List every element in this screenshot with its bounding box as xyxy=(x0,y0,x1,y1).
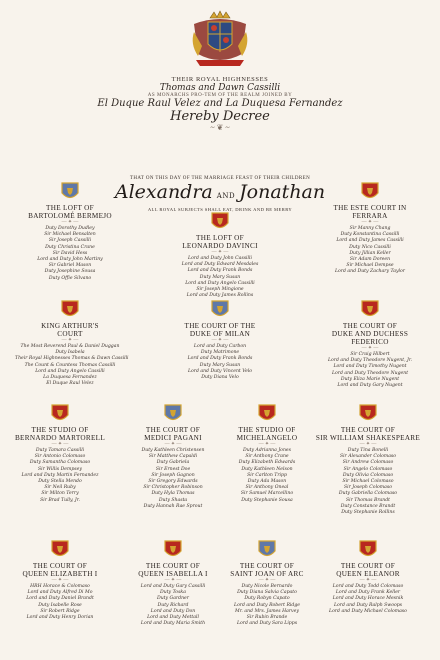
guest-name: Sir Neil Ruby xyxy=(44,485,76,491)
guest-name: Duty Tamara Cassilli xyxy=(35,448,85,453)
guest-name: Duty Jillian Keller xyxy=(349,250,391,256)
guest-name: Duty Hannah Rae Sprout xyxy=(143,503,203,509)
guest-name: Duty Gabriela xyxy=(156,460,190,466)
ornament-divider: — ✦ — xyxy=(164,442,182,447)
guest-name: Lord and Duty Sara Lipps xyxy=(236,621,298,627)
guest-name: Sir Joseph Gagnon xyxy=(151,472,195,478)
table-card xyxy=(212,404,322,504)
heraldic-shield-icon xyxy=(164,540,182,560)
guest-name: Sir Thomas Brandt xyxy=(345,497,391,503)
table-name-line: THE ESTE COURT IN xyxy=(333,204,407,212)
guest-name: Lord and Duty Alfred Di Mo xyxy=(27,590,93,596)
guest-name: Sir Matthew Capaldi xyxy=(148,454,198,460)
guest-name: Lord and Duty Gary Cassilli xyxy=(140,584,206,589)
guest-name: Duty Adrianna Jones xyxy=(243,448,291,453)
table-card xyxy=(165,212,275,299)
ornament-divider: — ✦ — xyxy=(211,338,229,343)
table-name-line: THE LOFT OF xyxy=(196,234,244,242)
guest-name: Duty Christina Crane xyxy=(45,244,95,250)
guest-name: Sir Anthony Crane xyxy=(245,454,289,460)
table-name-line: THE COURT OF xyxy=(342,322,398,330)
heraldic-shield-icon xyxy=(361,300,379,320)
table-name-line: THE STUDIO OF xyxy=(31,426,89,434)
header-line-2: AS MONARCHS PRO-TEM OF THE REALM JOINED BY xyxy=(147,93,293,98)
table-name-line: COURT xyxy=(57,330,83,338)
table-name-line: THE COURT OF xyxy=(340,426,396,434)
ornament-divider: — ✦ — xyxy=(61,220,79,225)
guest-name: Their Royal Highnesses Thomas & Dawn Cassilli xyxy=(15,356,129,362)
table-card xyxy=(315,182,425,276)
guest-name: Lord and Duty Frank Bonds xyxy=(187,268,253,274)
ornament-divider: — ✦ — xyxy=(361,346,379,351)
guest-name: Sir Joseph Colomaso xyxy=(343,485,393,491)
guest-name: Duty Shasta xyxy=(158,497,188,503)
guest-name: Lord and Duty Ralph Swoops xyxy=(333,602,403,608)
heraldic-shield-icon xyxy=(359,540,377,560)
couple-outro: ALL ROYAL SUBJECTS SHALL EAT, DRINK AND BE MERRY xyxy=(147,207,293,212)
table-name-line: BARTOLOMÉ BERMEJO xyxy=(28,212,112,220)
guest-name: Duty Eliza Marie Nugent xyxy=(340,376,400,382)
ornament-divider: — ✦ — xyxy=(211,250,229,255)
guest-name: Duty Diana Salvia Capato xyxy=(237,590,297,596)
guest-name: Duty Gardner xyxy=(157,596,189,602)
table-card xyxy=(313,404,423,516)
guest-name: Duty Dorothy Dudley xyxy=(45,226,95,231)
guest-name: Lord and Duty Angelo Cassilli xyxy=(35,368,105,374)
table-card xyxy=(212,540,322,627)
ornament-divider: — ✦ — xyxy=(51,578,69,583)
guest-name: Duty Olivia Colomaso xyxy=(342,472,394,478)
guest-name: Sir Robert Ridge xyxy=(40,608,80,614)
guest-name: Duty Matrimone xyxy=(200,350,240,356)
ornament-divider: — ✦ — xyxy=(164,578,182,583)
guest-name: Sir Michael Bensalten xyxy=(44,232,96,238)
table-name-line: THE COURT OF xyxy=(239,562,295,570)
table-name-line: QUEEN ELIZABETH I xyxy=(22,570,98,578)
guest-name: Sir Anthony Oneal xyxy=(245,485,289,491)
table-name-line: THE COURT OF xyxy=(340,562,396,570)
table-name-line: KING ARTHUR'S xyxy=(41,322,99,330)
guest-name: Sir Manny Chang xyxy=(349,226,391,231)
guest-name: Duty Gabriella Colomaso xyxy=(338,491,398,497)
table-name-line: FERRARA xyxy=(352,212,388,220)
heraldic-shield-icon xyxy=(61,182,79,202)
ornament-divider: — ✦ — xyxy=(258,578,276,583)
heraldic-shield-icon xyxy=(164,404,182,424)
guest-name: Duty Isabela xyxy=(55,350,85,356)
guest-name: Lord and Duty Don xyxy=(150,608,196,614)
table-name-line: THE COURT OF THE xyxy=(184,322,256,330)
royal-crest-emblem xyxy=(186,10,254,70)
guest-name: La Duquesa Fernandez xyxy=(43,375,97,381)
guest-name: Sir Michael Colomaso xyxy=(342,479,394,485)
table-name-line: THE LOFT OF xyxy=(46,204,94,212)
bride-name: Alexandra xyxy=(114,181,213,203)
guest-name: Lord and Duty Daniel Brandt xyxy=(26,596,94,602)
table-name-line: BERNARDO MARTORELL xyxy=(14,434,106,442)
guest-name: Lord and Duty John Cassilli xyxy=(188,256,252,261)
guest-name: Sir Gabriel Mason xyxy=(48,263,92,269)
table-name-line: THE COURT OF xyxy=(32,562,88,570)
guest-name: Duty Stephanie Sousa xyxy=(241,497,293,503)
guest-name: Sir Willis Dempsey xyxy=(38,466,82,472)
heraldic-shield-icon xyxy=(258,540,276,560)
guest-name: Duty Josephine Sousa xyxy=(44,269,96,275)
table-name-line: QUEEN ISABELLA I xyxy=(138,570,208,578)
guest-name: Lord and Duty Mettall xyxy=(147,615,199,621)
guest-name: Duty Kathleen Nelson xyxy=(241,466,293,472)
guest-name: Duty Mary Susan xyxy=(199,362,241,368)
guest-name: Duty Tina Bonelli xyxy=(347,448,389,453)
couple-intro: THAT ON THIS DAY OF THE MARRIAGE FEAST OF THEIR CHILDREN xyxy=(129,176,311,181)
ornament-divider: — ✦ — xyxy=(258,442,276,447)
guest-name: Sir Adam Doreen xyxy=(349,257,391,263)
table-name-line: DUKE AND DUCHESS FEDERICO xyxy=(331,330,409,346)
table-card xyxy=(5,404,115,504)
ornament-divider: — ✦ — xyxy=(359,442,377,447)
ornament-divider: — ✦ — xyxy=(61,338,79,343)
heraldic-shield-icon xyxy=(211,212,229,232)
guest-name: Lord and Duty Frank Bonds xyxy=(187,356,253,362)
heraldic-shield-icon xyxy=(51,540,69,560)
table-name-line: DUKE OF MILAN xyxy=(189,330,251,338)
guest-name: Mr. and Mrs. James Harvey xyxy=(235,608,299,614)
heraldic-shield-icon xyxy=(361,182,379,202)
table-name-line: LEONARDO DAVINCI xyxy=(182,242,258,250)
guest-name: Duty Diana Velo xyxy=(201,375,239,381)
guest-name: Duty Elizabeth Edwards xyxy=(238,460,296,466)
guest-name: Sir Milton Terry xyxy=(41,491,79,497)
guest-name: Duty Stella Mendo xyxy=(38,479,82,485)
guest-name: Lord and Duty Angelo Cassilli xyxy=(185,280,255,286)
guest-name: Lord and Duty James Cassilli xyxy=(336,238,404,244)
guest-name: Duty Mary Susan xyxy=(199,274,241,280)
guest-name: Lord and Duty Martin Fernandez xyxy=(21,472,99,478)
guest-name: Sir Carlton Tripp xyxy=(247,472,287,478)
table-card xyxy=(15,182,125,282)
guest-name: Lord and Duty James Rollins xyxy=(186,293,254,299)
guest-name: Lord and Duty Gary Nugent xyxy=(337,383,403,389)
decree-header xyxy=(0,76,440,132)
guest-name: Lord and Duty Robert Ridge xyxy=(234,602,300,608)
table-name-line: THE STUDIO OF xyxy=(238,426,296,434)
guest-name: Sir Michael Dempse xyxy=(346,263,394,269)
guest-name: Sir Alexander Colomaso xyxy=(339,454,397,460)
guest-name: Duty Konstantina Cassilli xyxy=(340,232,400,238)
co-host-names: El Duque Raul Velez and La Duquesa Fernandez xyxy=(97,98,343,109)
table-name-line: MEDICI PAGANI xyxy=(144,434,202,442)
table-card xyxy=(5,540,115,621)
guest-name: Sir Christopher Robinson xyxy=(143,485,203,491)
table-card xyxy=(315,300,425,389)
guest-name: Sir David Hess xyxy=(52,250,88,256)
table-name-line: SIR WILLIAM SHAKESPEARE xyxy=(315,434,421,442)
guest-name: Duty Robyn Capato xyxy=(244,596,290,602)
heraldic-shield-icon xyxy=(51,404,69,424)
heraldic-shield-icon xyxy=(359,404,377,424)
guest-name: Duty Hyla Thomas xyxy=(151,491,195,497)
guest-name: Lord and Duty Michael Colomaso xyxy=(329,608,407,614)
guest-name: Duty Constance Brandt xyxy=(340,503,396,509)
guest-name: Lord and Duty Theodore Nugent, Jr. xyxy=(328,358,412,364)
guest-name: Sir Gregory Edwards xyxy=(148,479,198,485)
guest-name: Sir Angelo Colomaso xyxy=(343,466,393,472)
ornament-divider: — ✦ — xyxy=(359,578,377,583)
heraldic-shield-icon xyxy=(258,404,276,424)
ornament-divider: — ✦ — xyxy=(51,442,69,447)
table-name-line: QUEEN ELEANOR xyxy=(336,570,400,578)
guest-name: HRH Horace & Colomaso xyxy=(30,584,90,589)
guest-name: Lord and Duty Horace Mesnik xyxy=(332,596,404,602)
guest-name: Duty Isabelle Rose xyxy=(38,602,82,608)
guest-name: Duty Richard xyxy=(157,602,189,608)
header-line-1: THEIR ROYAL HIGHNESSES xyxy=(171,76,269,83)
guest-name: Lord and Duty Zachary Taylor xyxy=(335,269,405,275)
groom-name: Jonathan xyxy=(239,181,326,203)
guest-name: Lord and Duty Maria Smith xyxy=(140,621,206,627)
guest-name: Lord and Duty Henry Dorian xyxy=(26,615,94,621)
guest-name: Duty Toska xyxy=(160,590,186,596)
guest-name: Lord and Duty Edward Mesdales xyxy=(181,262,259,268)
guest-name: Sir Brad Tully, Jr. xyxy=(40,497,80,503)
guest-name: Sir Antonio Colomaso xyxy=(34,454,86,460)
guest-name: Lord and Duty John Martiny xyxy=(37,257,103,263)
guest-name: Sir Andrew Colomaso xyxy=(342,460,394,466)
couple-and: AND xyxy=(216,192,236,200)
guest-name: Lord and Duty Frank Keller xyxy=(335,590,401,596)
guest-name: Lord and Duty Carbon xyxy=(193,344,247,349)
guest-name: Sir Craig Hilbert xyxy=(350,352,390,357)
host-names: Thomas and Dawn Cassilli xyxy=(159,83,281,93)
heraldic-shield-icon xyxy=(211,300,229,320)
guest-name: Sir Joseph Cassilli xyxy=(48,238,92,244)
table-card xyxy=(15,300,129,387)
guest-name: Duty Nicole Bernardo xyxy=(241,584,293,589)
table-card xyxy=(165,300,275,381)
guest-name: Lord and Duty Theodore Nugent xyxy=(331,370,409,376)
guest-name: Lord and Duty Timothy Nugent xyxy=(333,364,407,370)
guest-name: Duty Offie Silvano xyxy=(48,275,92,281)
table-name-line: THE COURT OF xyxy=(145,426,201,434)
guest-name: Duty Nico Cassilli xyxy=(349,244,391,250)
guest-name: Duty Stephanie Rollins xyxy=(341,510,395,516)
guest-name: Lord and Duty Todd Colomaso xyxy=(332,584,404,589)
guest-name: Sir Joseph Mingione xyxy=(196,287,244,293)
table-name-line: MICHELANGELO xyxy=(236,434,298,442)
table-name-line: THE COURT OF xyxy=(145,562,201,570)
guest-name: Duty Ada Mason xyxy=(247,479,287,485)
guest-name: The Count & Countess Thomas Cassilli xyxy=(24,362,116,368)
guest-name: El Duque Raul Velez xyxy=(46,381,94,387)
flourish-ornament: ~ ❦ ~ xyxy=(210,123,230,132)
table-card xyxy=(313,540,423,615)
decree-title: Hereby Decree xyxy=(170,109,270,124)
guest-name: Duty Samantha Colomaso xyxy=(29,460,91,466)
heraldic-shield-icon xyxy=(61,300,79,320)
guest-name: Duty Kathleen Christensen xyxy=(141,448,205,453)
guest-name: Sir Ernest Doe xyxy=(155,466,191,472)
table-name-line: SAINT JOAN OF ARC xyxy=(230,570,304,578)
ornament-divider: — ✦ — xyxy=(361,220,379,225)
guest-name: Sir Samuel Marcellino xyxy=(240,491,294,497)
guest-name: Lord and Duty Vincent Velo xyxy=(187,368,253,374)
guest-name: Sir Rubin Brande xyxy=(246,615,288,621)
guest-name: The Most Reverend Paul & Daniel Duggan xyxy=(20,344,120,349)
